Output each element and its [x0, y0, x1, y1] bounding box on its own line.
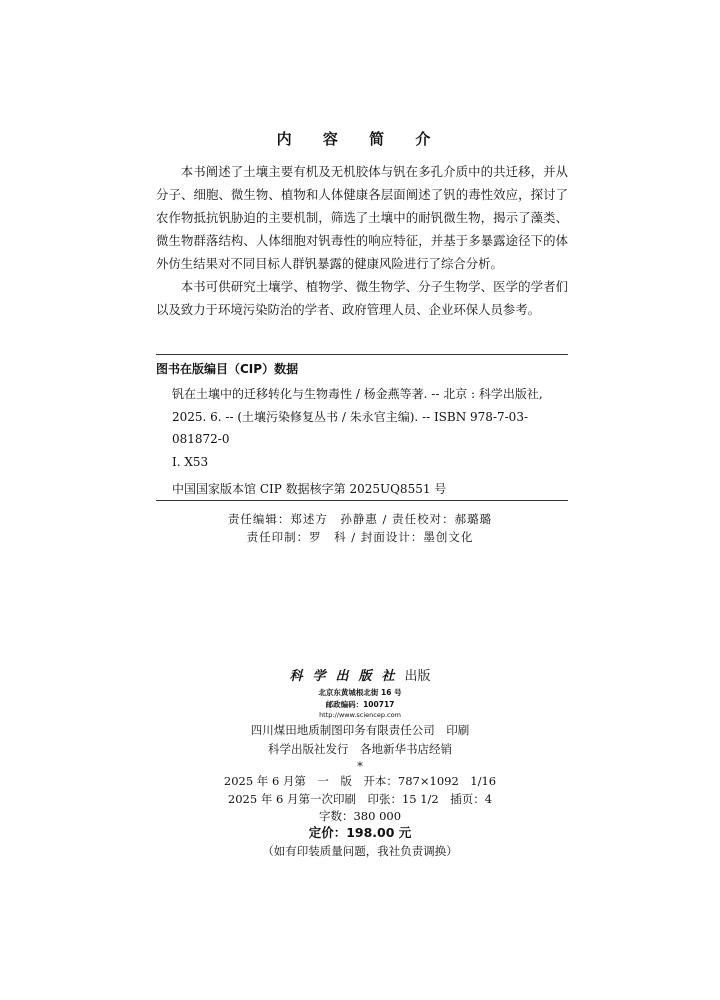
distribution-line: 科学出版社发行 各地新华书店经销 — [268, 742, 452, 756]
publisher-suffix: 出版 — [404, 669, 431, 684]
printer-line: 四川煤田地质制图印务有限责任公司 印刷 — [250, 723, 470, 737]
cip-record: 钒在土壤中的迁移转化与生物毒性 / 杨金燕等著. -- 北京 : 科学出版社, 2025. 6. -- (土壤污染修复丛书 / 朱永官主编). -- ISBN 978-7-03-081872-0 — [172, 387, 543, 446]
word-count: 字数：380 000 — [318, 809, 402, 823]
cip-classification: Ⅰ. X53 — [172, 455, 209, 469]
printing-line: 2025 年 6 月第一次印刷 印张：15 1/2 插页：4 — [227, 792, 493, 806]
cip-title: 图书在版编目（CIP）数据 — [156, 362, 299, 376]
editors-line-1: 责任编辑：郑述方 孙静惠 / 责任校对：郝璐璐 — [227, 512, 493, 526]
edition-line: 2025 年 6 月第 一 版 开本：787×1092 1/16 — [223, 774, 497, 788]
summary-heading: 内 容 简 介 — [276, 130, 444, 148]
quality-note: （如有印装质量问题，我社负责调换） — [262, 844, 458, 858]
price: 定价：198.00 元 — [308, 825, 412, 840]
publisher-logo: 科学出版社 — [289, 669, 405, 684]
summary-paragraph-1: 本书阐述了土壤主要有机及无机胶体与钒在多孔介质中的共迁移，并从分子、细胞、微生物、植物和人体健康各层面阐述了钒的毒性效应，探讨了农作物抵抗钒胁迫的主要机制，筛选了土壤中的耐钒微生物，揭示了藻类、微生物群落结构、人体细胞对钒毒性的响应特征，并基于多暴露途径下的体外仿生结果对不同目标人群钒暴露的健康风险进行了综合分析。 — [156, 164, 568, 271]
editors-line-2: 责任印制：罗 科 / 封面设计：墨创文化 — [246, 530, 474, 544]
separator-mark: * — [357, 759, 363, 773]
publisher-line — [0, 665, 720, 684]
publisher-website: http://www.sciencep.com — [319, 711, 401, 719]
publisher-address: 北京东黄城根北街 16 号 — [318, 688, 402, 697]
cip-bottom-rule — [156, 500, 568, 501]
cip-block — [156, 0, 568, 500]
summary-paragraph-2: 本书可供研究土壤学、植物学、微生物学、分子生物学、医学的学者们以及致力于环境污染防治的学者、政府管理人员、企业环保人员参考。 — [156, 279, 568, 317]
publisher-postcode: 邮政编码：100717 — [325, 700, 395, 709]
cip-data-number: 中国国家版本馆 CIP 数据核字第 2025UQ8551 号 — [172, 482, 447, 496]
